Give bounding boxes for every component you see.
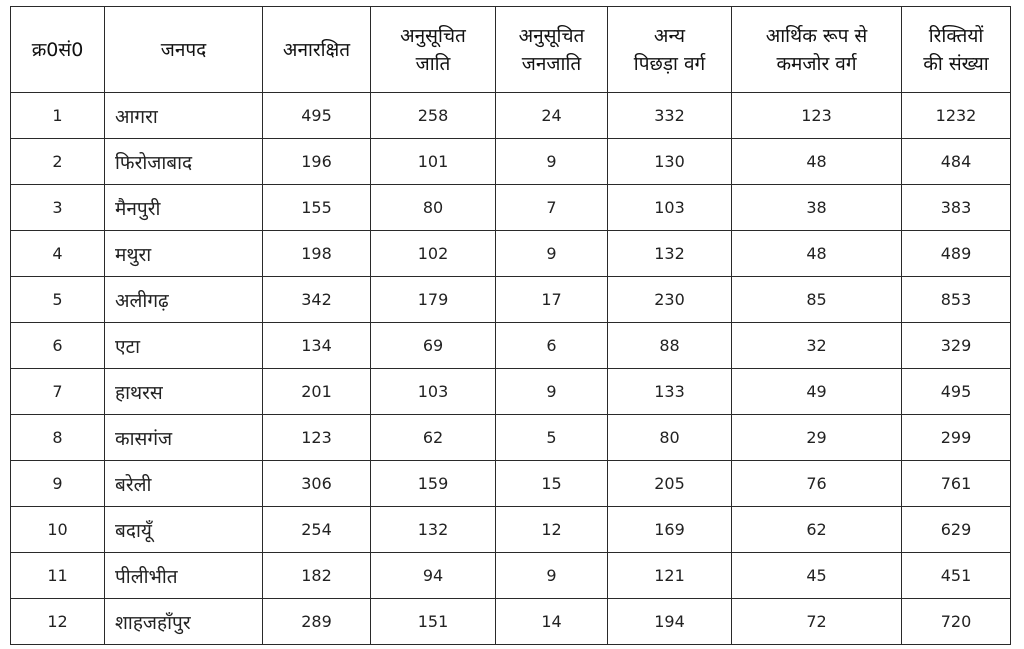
cell-st: 24 [496, 93, 608, 139]
column-header-unreserved-line: अनारक्षित [282, 38, 351, 61]
cell-total: 761 [902, 461, 1011, 507]
cell-sno: 4 [11, 231, 105, 277]
cell-sc: 102 [371, 231, 496, 277]
cell-ews: 49 [732, 369, 902, 415]
column-header-obc-line: पिछड़ा वर्ग [633, 52, 706, 75]
cell-unreserved: 254 [263, 507, 371, 553]
column-header-district-line: जनपद [160, 38, 207, 61]
table-row [11, 139, 1011, 185]
cell-district: हाथरस [105, 369, 263, 415]
table-body [11, 93, 1011, 645]
cell-ews: 32 [732, 323, 902, 369]
cell-sno: 5 [11, 277, 105, 323]
table-row [11, 599, 1011, 645]
cell-sno: 10 [11, 507, 105, 553]
cell-ews: 38 [732, 185, 902, 231]
column-header-st-line: जनजाति [521, 52, 582, 75]
cell-district: कासगंज [105, 415, 263, 461]
column-header-total [902, 7, 1011, 93]
cell-ews: 29 [732, 415, 902, 461]
cell-sc: 151 [371, 599, 496, 645]
cell-sno: 9 [11, 461, 105, 507]
cell-sc: 94 [371, 553, 496, 599]
cell-obc: 88 [608, 323, 732, 369]
cell-total: 484 [902, 139, 1011, 185]
cell-obc: 205 [608, 461, 732, 507]
column-header-district [105, 7, 263, 93]
cell-st: 9 [496, 369, 608, 415]
cell-obc: 121 [608, 553, 732, 599]
cell-obc: 230 [608, 277, 732, 323]
cell-sc: 159 [371, 461, 496, 507]
cell-sc: 101 [371, 139, 496, 185]
cell-obc: 133 [608, 369, 732, 415]
cell-total: 489 [902, 231, 1011, 277]
cell-unreserved: 196 [263, 139, 371, 185]
cell-district: अलीगढ़ [105, 277, 263, 323]
cell-sc: 69 [371, 323, 496, 369]
cell-total: 720 [902, 599, 1011, 645]
cell-sno: 12 [11, 599, 105, 645]
column-header-ews [732, 7, 902, 93]
table-row [11, 415, 1011, 461]
column-header-total-line: रिक्तियों [928, 24, 984, 47]
table-row [11, 369, 1011, 415]
column-header-sc [371, 7, 496, 93]
document-page [10, 6, 1010, 644]
cell-obc: 332 [608, 93, 732, 139]
cell-sno: 7 [11, 369, 105, 415]
cell-unreserved: 182 [263, 553, 371, 599]
cell-sno: 8 [11, 415, 105, 461]
cell-total: 629 [902, 507, 1011, 553]
table-row [11, 461, 1011, 507]
cell-ews: 76 [732, 461, 902, 507]
table-row [11, 185, 1011, 231]
cell-district: फिरोजाबाद [105, 139, 263, 185]
cell-total: 451 [902, 553, 1011, 599]
column-header-unreserved [263, 7, 371, 93]
cell-sno: 1 [11, 93, 105, 139]
cell-obc: 132 [608, 231, 732, 277]
cell-sc: 258 [371, 93, 496, 139]
column-header-ews-line: कमजोर वर्ग [776, 52, 857, 75]
cell-obc: 80 [608, 415, 732, 461]
cell-district: आगरा [105, 93, 263, 139]
cell-total: 299 [902, 415, 1011, 461]
cell-district: मथुरा [105, 231, 263, 277]
cell-total: 329 [902, 323, 1011, 369]
cell-sno: 3 [11, 185, 105, 231]
cell-total: 853 [902, 277, 1011, 323]
column-header-st [496, 7, 608, 93]
cell-unreserved: 123 [263, 415, 371, 461]
column-header-sno-line: क्र0सं0 [31, 38, 84, 61]
column-header-sc-line: जाति [415, 52, 451, 75]
cell-ews: 48 [732, 139, 902, 185]
cell-obc: 103 [608, 185, 732, 231]
cell-st: 9 [496, 139, 608, 185]
table-row [11, 553, 1011, 599]
cell-sc: 80 [371, 185, 496, 231]
column-header-obc [608, 7, 732, 93]
cell-ews: 123 [732, 93, 902, 139]
cell-sno: 6 [11, 323, 105, 369]
column-header-ews-line: आर्थिक रूप से [765, 24, 868, 47]
cell-ews: 72 [732, 599, 902, 645]
cell-st: 12 [496, 507, 608, 553]
cell-sno: 11 [11, 553, 105, 599]
cell-st: 9 [496, 553, 608, 599]
cell-sc: 132 [371, 507, 496, 553]
cell-obc: 194 [608, 599, 732, 645]
table-row [11, 231, 1011, 277]
cell-obc: 169 [608, 507, 732, 553]
cell-st: 17 [496, 277, 608, 323]
cell-sc: 103 [371, 369, 496, 415]
cell-sno: 2 [11, 139, 105, 185]
cell-sc: 62 [371, 415, 496, 461]
column-header-st-line: अनुसूचित [518, 24, 585, 47]
cell-st: 7 [496, 185, 608, 231]
cell-unreserved: 155 [263, 185, 371, 231]
cell-unreserved: 201 [263, 369, 371, 415]
cell-st: 14 [496, 599, 608, 645]
cell-obc: 130 [608, 139, 732, 185]
vacancy-table [10, 6, 1011, 645]
column-header-total-line: की संख्या [923, 52, 989, 75]
cell-district: मैनपुरी [105, 185, 263, 231]
cell-unreserved: 198 [263, 231, 371, 277]
table-row [11, 93, 1011, 139]
cell-ews: 62 [732, 507, 902, 553]
cell-ews: 45 [732, 553, 902, 599]
cell-st: 5 [496, 415, 608, 461]
cell-total: 383 [902, 185, 1011, 231]
cell-district: शाहजहाँपुर [105, 599, 263, 645]
table-row [11, 277, 1011, 323]
cell-unreserved: 495 [263, 93, 371, 139]
table-header [11, 7, 1011, 93]
cell-unreserved: 289 [263, 599, 371, 645]
cell-ews: 48 [732, 231, 902, 277]
cell-district: पीलीभीत [105, 553, 263, 599]
column-header-sc-line: अनुसूचित [400, 24, 466, 47]
cell-district: एटा [105, 323, 263, 369]
cell-district: बरेली [105, 461, 263, 507]
header-row [11, 7, 1011, 93]
cell-unreserved: 306 [263, 461, 371, 507]
cell-st: 6 [496, 323, 608, 369]
cell-ews: 85 [732, 277, 902, 323]
cell-unreserved: 342 [263, 277, 371, 323]
cell-sc: 179 [371, 277, 496, 323]
column-header-sno [11, 7, 105, 93]
cell-unreserved: 134 [263, 323, 371, 369]
cell-district: बदायूँ [105, 507, 263, 553]
column-header-obc-line: अन्य [653, 24, 686, 47]
table-row [11, 323, 1011, 369]
cell-total: 495 [902, 369, 1011, 415]
table-row [11, 507, 1011, 553]
cell-st: 9 [496, 231, 608, 277]
cell-st: 15 [496, 461, 608, 507]
cell-total: 1232 [902, 93, 1011, 139]
